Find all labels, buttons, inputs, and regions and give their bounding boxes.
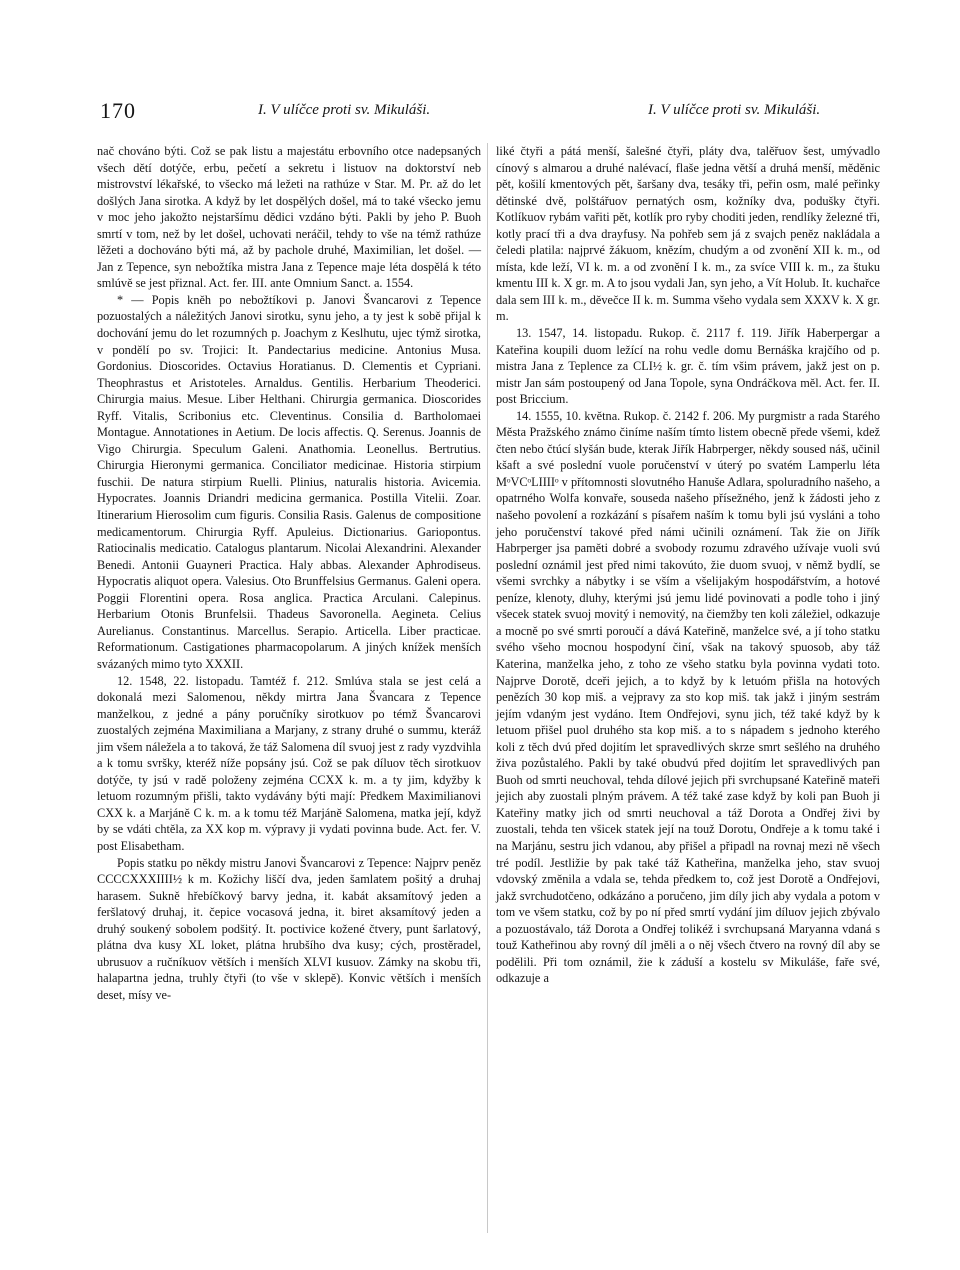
right-column xyxy=(496,143,880,987)
paragraph-entry-13: 13. 1547, 14. listopadu. Rukop. č. 2117 f. 119. Jiřík Haberpergar a Kateřina koupili duom ležící na rohu vedle domu Bernáška krajčího od p. mistra Jana z Teplence za CLI½ k. gr. č. tím všim právem, jakž jest on p. mistr Jan sám postoupený od Jana Topole, syna Ondráčkova měl. Act. fer. II. post Briccium. xyxy=(496,326,880,407)
paragraph-testament-end: nač chováno býti. Což se pak listu a majestátu erbovního otce nadepsaných všech dětí dotýče, erbu, pečetí a sekretu i listuov na doktorství neb mistrovství lékařské, to všecko má ležeti na rathúze v Star. M. Pr. až do let došlých Jana sirotka. A když by let dospělých došel, má to také všecko jemu v moc jeho jakožto nejstaršímu dědici vzdáno býti. Pakli by jeho P. Buoh smrtí v tom, než by let došel, uchovati neráčil, tehdy to vše na témž rathúze lěžeti a dochováno býti má, až by pachole druhé, Maximilian, let došel. — Jan z Tepence, syn nebožtíka mistra Jana z Tepence maje léta dospělá k této smlúvě se jest přiznal. Act. fer. III. ante Omnium Sanct. a. 1554. xyxy=(97,144,481,291)
running-head-right: I. V ulíčce proti sv. Mikuláši. xyxy=(648,102,821,118)
page-number: 170 xyxy=(100,98,136,123)
paragraph-book-inventory: * — Popis kněh po nebožtíkovi p. Janovi Švancarovi z Tepence pozuostalých a náležitých Janovi sirotku, synu jeho, a ty jest k sobě přijal k dochování jemu do let rozumných p. Joachym z Keslhutu, ujec týmž sirotka, v pondělí po sv. Trojici: It. Pandectarius medicine. Antonius Musa. Gordonius. Dioscorides. Octavius Horatianus. D. Clementis et Cypriani. Theophrastus et Aristoteles. Arnaldus. Gentilis. Herbarium Theoderici. Chirurgia maius. Mesue. Liber Helthani. Chirurgia germanica. Dioscorides Ryff. Vitalis, Scribonius etc. Cleventinus. Consilia d. Bartholomaei Montague. Annotationes in Aetium. De locis affectis. Q. Serenus. Joannis de Vigo Chirurgia. Speculum Galeni. Anathomia. Leonellus. Bertrutius. Chirurgia Hieronymi germanica. Conciliator medicinae. Historia stirpium fuschii. De natura stirpium Ruelli. Plinius, naturalis historia. Avicemia. Hypocrates. Joannis Driandri medicina germanica. Postilla Vitelii. Zoar. Itinerarium Hierosolim cum figuris. Consilia Rasis. Galenus de compositione medicamentorum. Chirurgia Ryff. Apuleius. Dictionarius. Gariopontus. Ratiocinalis medicatio. Catalogus plantarum. Nicolai Alexandrini. Alexander Benedi. Antonii Guayneri Practica. Haly abbas. Alexander Aphrodiseus. Hypocratis aliquot opera. Valesius. Oto Brunffelsius Germanus. Galeni opera. Poggii Florentini opera. Rosa anglica. Practica Arculani. Calepinus. Herbarium Otonis Brunfelsii. Thadeus Savoronella. Aegineta. Celius Aurelianus. Constantinus. Marcellus. Serapio. Articella. Liber practicae. Reformationum. Castigationes pharmacopolarum. A jiných knížek menších svázaných mimo tyto XXXII. xyxy=(97,292,481,671)
paragraph-inventory-continued: liké čtyři a pátá menší, šalešné čtyři, pláty dva, talěřuov šest, umývadlo cínový s almarou a druhé nalévací, flaše jedna větší a druhá menší, měděnic pět, košilí kmentových pět, šaršany dva, tesáky tři, peřin osm, malé peřinky dětinské dvě, polštářuov pernatých osm, kožníky dva, podušky čtyři. Kotlíkuov rybám vařiti pět, kotlík pro ryby choditi jeden, rendlíky železné tři, kotly prací tři a dva drayfusy. Na pohřeb sem já z svajch peněz nakládala a čeledi platila: najprvé žákuom, knězím, chudým a od zvonění XII k. m., od místa, kde leží, VI k. m. a od zvonění I k. m., za svíce VIII k. m., za štuku kmentu III k. X gr. m. A to jsou vydali Jan, syn jeho, a Vít Holub. It. kuchařce dala sem III k. m., děvečce II k. m. Summa všeho vydala sem XXXV k. X gr. m. xyxy=(496,144,880,324)
paragraph-entry-12: 12. 1548, 22. listopadu. Tamtéž f. 212. Smlúva stala se jest celá a dokonalá mezi Salomenou, někdy mirtra Jana Švancara z Tepence manželkou, z jedné a pány poručníky sirotkuov po témž Švancarovi zuostalých zejména Maximiliana a Marjany, z strany druhé o summu, kteráž jim všem náležela a to taková, že táž Salomena díl svuoj jest z rady vyzdvihla a k tomu svršky, kteréž níže popsány jsú. Což se pak díluov těch sirotkuov dotýče, ty jsú v radě položeny zejména CCXX k. m. a ty jim, kdyžby k letuom rozumným přišli, takto vydávány býti mají: Předkem Maximilianovi CXX k. a Marjáně C k. m. a k tomu též Marjáně Salomena, matka její, když by se vdáti chtěla, za XX kop m. výpravy ji vydati povinna bude. Act. fer. V. post Elisabetham. xyxy=(97,673,481,853)
paragraph-estate-inventory: Popis statku po někdy mistru Janovi Švancarovi z Tepence: Najprv peněz CCCCXXXIIII½ k m. Kožichy liščí dva, jeden šamlatem pošitý a druhaj harasem. Sukně hřebíčkový barvy jedna, it. kabát aksamítový jeden a feršlatový druhaj, it. čepice vocasová jedna, it. biret aksamítový jeden a druhý soukený sobolem podšitý. It. poctivice kožené čtvery, punt šarlatový, plátna dva kusy XL loket, plátna hrubšího dva kusy; cých, prostěradel, ubrusuov a ručníkuov větších i menších XLVI kusuov. Zámky na skobu tři, halapartna jedna, truhly čtyři (to vše v sklepě). Konvic větších i menších deset, mísy ve- xyxy=(97,855,481,1002)
paragraph-entry-14: 14. 1555, 10. května. Rukop. č. 2142 f. 206. My purgmistr a rada Starého Města Pražského známo činíme naším tímto listem obecně přede všemi, kdež čten nebo čtúcí slyšán bude, kterak Jiřík Habrperger, někdy soused náš, učinil kšaft a své poslední vuole poručenství v úterý po svatém Lamperlu léta MᵒVCᵒLIIIIᵒ v přítomnosti slovutného Hanuše Adlara, spoluradního našeho, a opatrného Wolfa konvaře, souseda našeho přísežného, jenž k žádosti jeho z našeho povolení a rozkázání s písařem naším k tomu byli jsú vysláni a toho jeho poručenství takové před námi učinili oznámení. Tak žie on Jiřík Habrperger jsa paměti dobré a svobody rozumu zdravého užívaje vuoli svú poslední oznámil jest před nimi takovúto, žie duom svuoj, v němž bydlí, se všemi svrchky a nábytky i se vším a všelijakým hospodářstvím, a hotové peníze, klenoty, dluhy, kterými jsú jemu lidé povinovati a podle toho i jiný všecek statek svuoj movitý i nemovitý, na čiemžby ten koli záležiel, odkazuje a mocně po své smrti poroučí a dává Kateřině, manželce své, a jí toho statku svého všeho mocnou hospodyní činí, však na takový spuosob, aby táž Katerina, manželka jeho, z toho ze všeho statku byla povinna vydati toto. Najprve Dorotě, dceři jejich, a to když by k letuóm přišla na hotových penězích 30 kop miš. a vejpravy za sto kop miš. tak jakž i jiným sestrám jejím vdaným jest vydáno. Item Ondřejovi, synu jich, též také když by k letuom přišel puol druhého sta kop miš. a to s nápadem s jednoho kterého koli z těch dvú před dojitím let spravedlivých skrze smrt sešlého na druhého živa pozůstalého. Pakli by také obudvú před dojitím let spravedlivých pan Buoh od smrti neuchoval, tehda dílové jejich při svrchupsané Kateřině mateři jejich aby zuostali plným právem. A též také zase když by koli pan Buoh ji Kateřiny matky jich od smrti neuchoval a táž Dorota a Ondřej živi by zuostali, tehda ten všicek statek její na touž Dorotu, Ondřeje a k tomu také i na Marjánu, sestru jich vdanou, aby přišel a připadl na rovnaj mezi ně všech tré podíl. Jestližie by pak také táž Katheřina, manželka jeho, stav svuoj vdovský změnila a vdala se, tehda předkem to, což jest Dorotě a Ondřejovi, jakž svrchudotčeno, odkázáno a poručeno, jim díly jich aby vydala a potom v tom ve všem statku, což by po ní před smrtí vydání jim díluov jejich zbývalo a pozuostávalo, táž Dorota a Ondřej tolikéž i svrchupsaná Maryanna vdaná s touž Katheřinou aby rovný díl jměli a o něj všech čtvero na rovný díl aby se podělili. Při tom oznámil, žie k záduší a kostelu sv Mikuláše, faře své, odkazuje a xyxy=(496,408,880,986)
running-head-left: I. V ulíčce proti sv. Mikuláši. xyxy=(258,102,431,118)
left-column xyxy=(97,143,481,1003)
column-divider xyxy=(487,143,488,1233)
page-header xyxy=(80,90,890,130)
